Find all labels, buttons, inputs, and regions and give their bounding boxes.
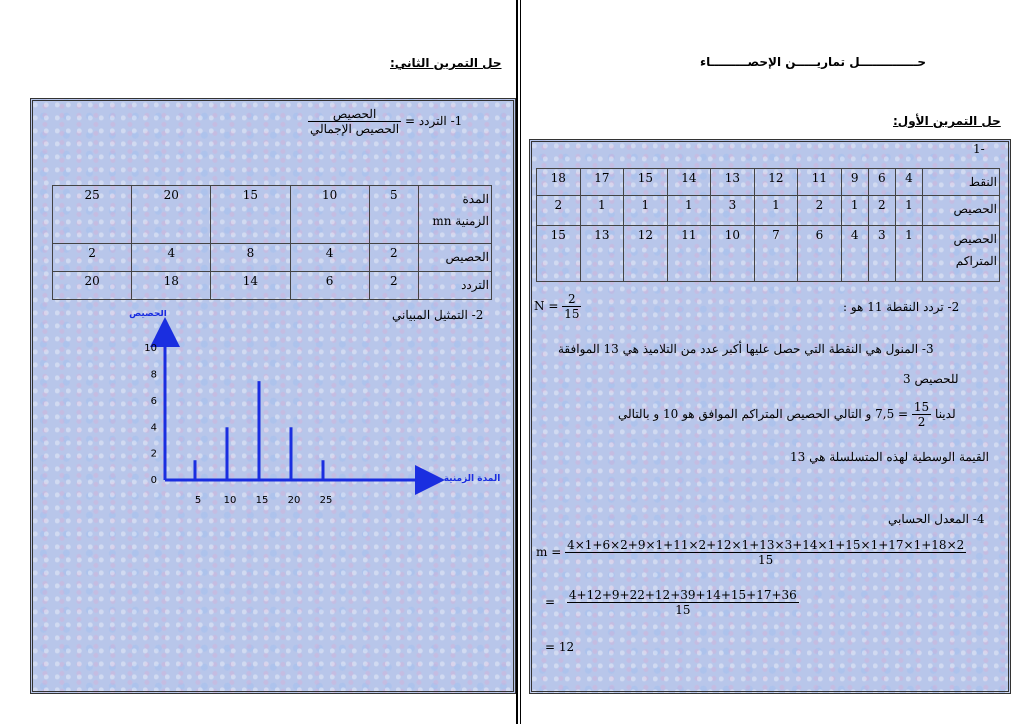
y-tick-label: 0 — [150, 475, 157, 486]
x-tick-label: 25 — [319, 495, 333, 506]
ex2-row3-label: التردد — [419, 272, 492, 300]
left-header: حل التمرين الثاني: — [390, 56, 502, 70]
x-tick-label: 5 — [194, 495, 202, 506]
table-cell: 18 — [132, 272, 211, 300]
table-cell: 11 — [667, 226, 711, 282]
table-cell: 6 — [868, 169, 895, 196]
table-cell: 5 — [369, 186, 418, 244]
x-tick-label: 15 — [255, 495, 269, 506]
ex1-mean-formula-2 — [545, 588, 799, 617]
page-divider-thin — [520, 0, 521, 724]
y-axis-label: الحصيص — [129, 310, 167, 319]
ex1-item3-line4: القيمة الوسطية لهذه المتسلسلة هي 13 — [790, 450, 989, 464]
table-cell: 9 — [841, 169, 868, 196]
table-cell: 4 — [290, 244, 369, 272]
ex1-mean-result: = 12 — [545, 640, 575, 654]
table-cell: 2 — [798, 196, 842, 226]
table-cell: 10 — [711, 226, 755, 282]
table-cell: 1 — [841, 196, 868, 226]
table-cell: 15 — [537, 226, 581, 282]
y-tick-label: 2 — [150, 448, 157, 460]
table-cell: 4 — [132, 244, 211, 272]
ex1-item3-denominator: 2 — [917, 415, 926, 429]
table-cell: 2 — [369, 272, 418, 300]
ex1-mean-denominator-1: 15 — [758, 553, 774, 567]
x-tick-label: 20 — [287, 495, 301, 506]
table-cell: 13 — [580, 226, 624, 282]
table-cell: 1 — [895, 196, 922, 226]
table-cell: 1 — [624, 196, 668, 226]
table-cell: 6 — [290, 272, 369, 300]
table-cell: 14 — [667, 169, 711, 196]
table-cell: 2 — [53, 244, 132, 272]
table-cell: 1 — [667, 196, 711, 226]
table-cell: 1 — [580, 196, 624, 226]
table-cell: 12 — [624, 226, 668, 282]
ex1-item3-line3 — [618, 400, 956, 429]
ex1-item2-numerator: 2 — [562, 292, 581, 307]
table-cell: 6 — [798, 226, 842, 282]
x-tick-label: 10 — [223, 495, 237, 506]
y-tick-label: 8 — [150, 369, 157, 381]
ex2-frequency-formula — [308, 107, 462, 136]
table-cell: 25 — [53, 186, 132, 244]
ex2-graph-title: 2- التمثيل المبياني — [392, 308, 484, 322]
ex1-mean-eq2: = — [545, 595, 556, 609]
ex2-table — [52, 185, 492, 300]
right-header-title: حــــــــــــــل تماريـــــن الإحصـــــــــاء — [700, 55, 926, 69]
y-tick-label: 6 — [150, 395, 157, 407]
ex1-item2-formula — [534, 292, 581, 321]
table-cell: 14 — [211, 272, 290, 300]
ex1-item2-denominator: 15 — [564, 307, 580, 321]
table-cell: 11 — [798, 169, 842, 196]
table-cell: 2 — [537, 196, 581, 226]
ex1-mean-formula-1 — [536, 538, 966, 567]
ex1-mean-denominator-2: 15 — [675, 603, 691, 617]
table-cell: 15 — [211, 186, 290, 244]
ex1-item4: 4- المعدل الحسابي — [888, 512, 985, 526]
ex1-row1-label: النقط — [923, 169, 1000, 196]
ex1-row3-label-a: الحصيص — [953, 232, 997, 246]
table-cell: 20 — [132, 186, 211, 244]
table-cell: 2 — [868, 196, 895, 226]
table-cell: 17 — [580, 169, 624, 196]
x-axis-label: المدة الزمنية — [443, 474, 500, 484]
table-cell: 20 — [53, 272, 132, 300]
table-cell: 13 — [711, 169, 755, 196]
ex1-item3-prefix: لدينا — [935, 407, 956, 421]
ex2-bar-chart — [100, 310, 500, 510]
ex1-item3-line2: للحصيص 3 — [903, 372, 959, 386]
ex2-freq-denominator: الحصيص الإجمالي — [310, 122, 400, 136]
ex2-row1-label-b: الزمنية mn — [432, 214, 489, 228]
ex1-item2-lhs: N = — [534, 299, 559, 313]
ex2-freq-numerator: الحصيص — [308, 107, 401, 122]
ex1-row2-label: الحصيص — [923, 196, 1000, 226]
ex1-table — [536, 168, 1000, 282]
table-cell: 15 — [624, 169, 668, 196]
page-divider — [516, 0, 518, 724]
ex1-item3-suffix: و التالي الحصيص المتراكم الموافق هو 10 و بالتالي — [618, 407, 872, 421]
table-cell: 2 — [369, 244, 418, 272]
ex1-mean-numerator-2: 4+12+9+22+12+39+14+15+17+36 — [568, 588, 797, 602]
y-tick-label: 10 — [144, 343, 157, 355]
ex2-row1-label-a: المدة — [462, 192, 489, 206]
table-cell: 4 — [841, 226, 868, 282]
table-cell: 4 — [895, 169, 922, 196]
table-cell: 10 — [290, 186, 369, 244]
ex1-mean-lhs: m = — [536, 545, 562, 559]
table-cell: 3 — [711, 196, 755, 226]
table-cell: 8 — [211, 244, 290, 272]
table-cell: 7 — [754, 226, 798, 282]
table-cell: 1 — [754, 196, 798, 226]
ex1-mean-numerator-1: 4×1+6×2+9×1+11×2+12×1+13×3+14×1+15×1+17×1+18×2 — [567, 538, 965, 552]
table-cell: 18 — [537, 169, 581, 196]
ex1-row3-label-b: المتراكم — [955, 254, 997, 268]
ex1-item2: 2- تردد النقطة 11 هو : — [843, 300, 960, 314]
table-cell: 1 — [895, 226, 922, 282]
ex1-item3-numerator: 15 — [913, 400, 930, 414]
ex2-row2-label: الحصيص — [419, 244, 492, 272]
right-subheader: حل التمرين الأول: — [893, 114, 1001, 128]
y-tick-label: 4 — [150, 422, 157, 434]
ex2-freq-label: 1- التردد = — [404, 114, 463, 128]
ex1-item1: -1 — [973, 142, 985, 156]
ex1-item3-line1: 3- المنول هي النقطة التي حصل عليها أكبر عدد من التلاميذ هي 13 الموافقة — [558, 342, 934, 356]
table-cell: 12 — [754, 169, 798, 196]
ex1-item3-value: 7,5 = — [875, 407, 909, 421]
table-cell: 3 — [868, 226, 895, 282]
